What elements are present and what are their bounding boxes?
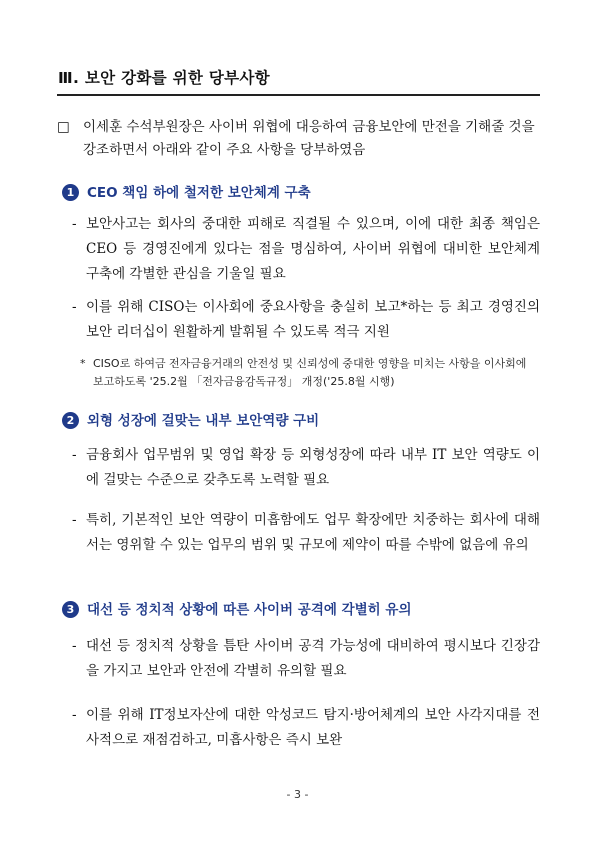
item-heading-text: CEO 책임 하에 철저한 보안체계 구축 — [87, 185, 311, 201]
item-3-bullet-1 — [72, 634, 540, 684]
item-heading-text: 대선 등 정치적 상황에 따른 사이버 공격에 각별히 유의 — [87, 602, 412, 618]
dash-marker: - — [72, 447, 77, 463]
bullet-text: 이를 위해 CISO는 이사회에 중요사항을 충실히 보고*하는 등 최고 경영진의 보안 리더십이 원활하게 발휘될 수 있도록 적극 지원 — [86, 299, 540, 340]
circled-number-icon: 3 — [62, 601, 79, 618]
dash-marker: - — [72, 299, 77, 315]
circled-number-icon: 1 — [62, 184, 79, 201]
dash-marker: - — [72, 216, 77, 232]
item-2-bullet-2 — [72, 508, 540, 558]
lead-paragraph — [57, 116, 543, 162]
bullet-text: 보안사고는 회사의 중대한 피해로 직결될 수 있으며, 이에 대한 최종 책임은 CEO 등 경영진에게 있다는 점을 명심하여, 사이버 위협에 대비한 보안체계 구축에 각별한 관심을 기울일 필요 — [86, 216, 540, 282]
item-heading-1 — [62, 181, 311, 201]
asterisk-marker: * — [80, 357, 86, 370]
dash-marker: - — [72, 707, 77, 723]
item-1-bullet-1 — [72, 212, 540, 287]
bullet-text: 특히, 기본적인 보안 역량이 미흡함에도 업무 확장에만 치중하는 회사에 대해서는 영위할 수 있는 업무의 범위 및 규모에 제약이 따를 수밖에 없음에 유의 — [86, 512, 540, 553]
item-heading-2 — [62, 409, 319, 429]
bullet-text: 금융회사 업무범위 및 영업 확장 등 외형성장에 따라 내부 IT 보안 역량도 이에 걸맞는 수준으로 갖추도록 노력할 필요 — [86, 447, 540, 488]
bullet-text: 대선 등 정치적 상황을 틈탄 사이버 공격 가능성에 대비하여 평시보다 긴장감을 가지고 보안과 안전에 각별히 유의할 필요 — [86, 638, 540, 679]
dash-marker: - — [72, 638, 77, 654]
footnote-text: CISO로 하여금 전자금융거래의 안전성 및 신뢰성에 중대한 영향을 미치는 사항을 이사회에 보고하도록 '25.2월 「전자금융감독규정」 개정('25.8월 시행) — [93, 357, 527, 388]
item-1-bullet-2 — [72, 295, 540, 345]
dash-marker: - — [72, 512, 77, 528]
circled-number-icon: 2 — [62, 412, 79, 429]
lead-text: 이세훈 수석부원장은 사이버 위협에 대응하여 금융보안에 만전을 기해줄 것을 강조하면서 아래와 같이 주요 사항을 당부하였음 — [83, 119, 535, 158]
section-divider — [57, 94, 540, 96]
item-3-bullet-2 — [72, 703, 540, 753]
bullet-text: 이를 위해 IT정보자산에 대한 악성코드 탐지·방어체계의 보안 사각지대를 전사적으로 재점검하고, 미흡사항은 즉시 보완 — [86, 707, 540, 748]
item-1-footnote — [80, 355, 540, 391]
item-heading-text: 외형 성장에 걸맞는 내부 보안역량 구비 — [87, 413, 320, 429]
section-title: Ⅲ. 보안 강화를 위한 당부사항 — [58, 69, 270, 87]
page-number: - 3 - — [286, 788, 309, 801]
item-2-bullet-1 — [72, 443, 540, 493]
item-heading-3 — [62, 598, 412, 618]
square-bullet-icon: □ — [57, 119, 70, 135]
